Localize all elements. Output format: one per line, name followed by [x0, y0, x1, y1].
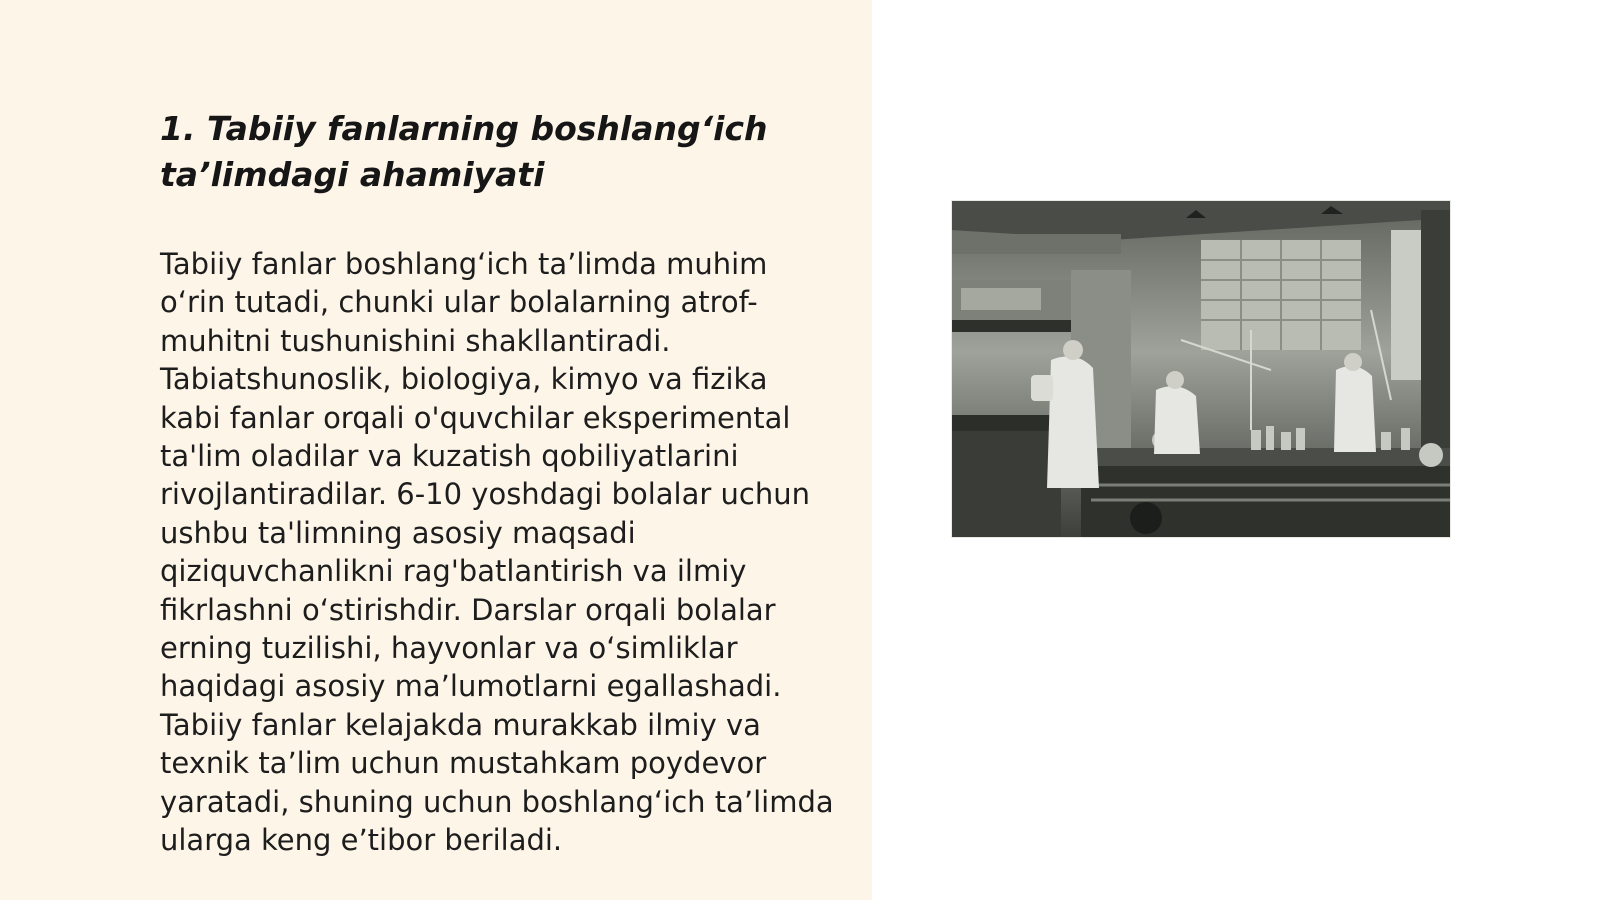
- slide-title: 1. Tabiiy fanlarning boshlang‘ich ta’limdagi ahamiyati: [160, 109, 768, 194]
- laboratory-photo: [951, 200, 1451, 538]
- slide-body-text: Tabiiy fanlar boshlang‘ich ta’limda muhim o‘rin tutadi, chunki ular bolalarning atrof-muhitni tushunishini shakllantiradi. Tabiatshunoslik, biologiya, kimyo va fizika kabi fanlar orqali o'quvchilar eksperimental ta'lim oladilar va kuzatish qobiliyatlarini rivojlantiradilar. 6-10 yoshdagi bolalar uchun ushbu ta'limning asosiy maqsadi qiziquvchanlikni rag'batlantirish va ilmiy fikrlashni o‘stirishdir. Darslar orqali bolalar erning tuzilishi, hayvonlar va o‘simliklar haqidagi asosiy ma’lumotlarni egallashadi. Tabiiy fanlar kelajakda murakkab ilmiy va texnik ta’lim uchun mustahkam poydevor yaratadi, shuning uchun boshlang‘ich ta’limda ularga keng e’tibor beriladi.: [160, 247, 834, 858]
